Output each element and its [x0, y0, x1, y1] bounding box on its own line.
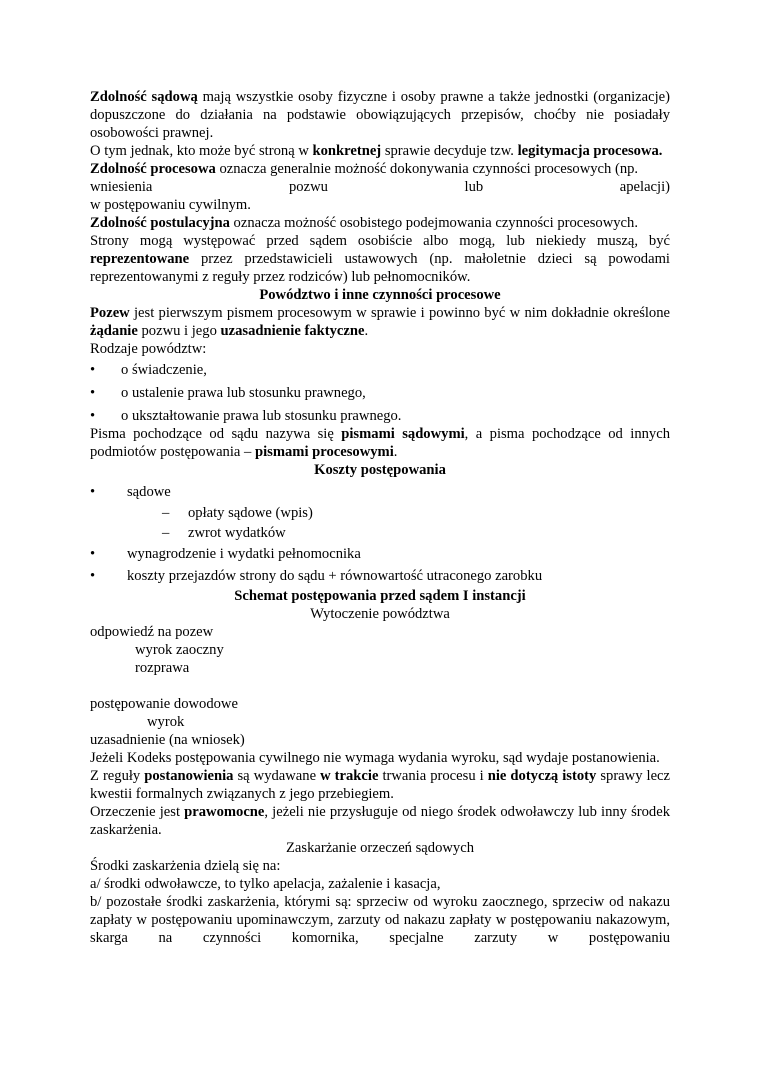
scheme-title: Wytoczenie powództwa [310, 606, 450, 622]
scheme-step: uzasadnienie (na wniosek) [90, 732, 245, 748]
paragraph-legitimacy [90, 142, 670, 160]
bullet-icon: • [90, 385, 96, 401]
list-item [90, 545, 670, 567]
paragraph-capacity [90, 88, 670, 142]
term: uzasadnienie faktyczne [220, 323, 365, 339]
list-item [90, 407, 670, 425]
paragraph-remedies-b: b/ pozostałe środki zaskarżenia, którymi są: sprzeciw od wyroku zaocznego, sprzeciw od nakazu zapłaty w postępowaniu upominawczym, zarzuty od nakazu zapłaty w postępowaniu nakazowym, skarga na czynności komornika, specjalne zarzuty w postępowaniu [90, 894, 670, 946]
line: wniesienia pozwu lub apelacji) [90, 179, 670, 195]
term: Pozew [90, 305, 130, 321]
bullet-icon: • [90, 568, 96, 584]
list-claim-types [90, 361, 670, 425]
text: , a pisma pochodzące od innych podmiotów postępowania – [90, 426, 670, 460]
term: Zdolność sądową [90, 89, 198, 105]
scheme-step: postępowanie dowodowe [90, 696, 238, 712]
list-item-text: wynagrodzenie i wydatki pełnomocnika [127, 546, 361, 562]
spacer [90, 677, 670, 695]
bullet-icon: • [90, 484, 96, 500]
bullet-icon: • [90, 362, 96, 378]
line: w postępowaniu cywilnym. [90, 197, 251, 213]
term: postanowienia [144, 768, 234, 784]
text: . [393, 444, 398, 460]
term: Zdolność procesowa [90, 161, 216, 177]
heading-appeals: Zaskarżanie orzeczeń sądowych [286, 840, 474, 856]
heading-scheme [90, 587, 670, 605]
list-item-text: o świadczenie, [121, 362, 207, 378]
paragraph-decisions: Jeżeli Kodeks postępowania cywilnego nie wymaga wydania wyroku, sąd wydaje postanowienia. [90, 750, 660, 766]
heading-claims [90, 286, 670, 304]
paragraph-postulation [90, 214, 670, 232]
paragraph-final-judgment [90, 803, 670, 839]
text: sprawie decyduje tzw. [381, 143, 518, 159]
term: pismami procesowymi [254, 444, 394, 460]
text: są wydawane [233, 768, 321, 784]
term: nie dotyczą istoty [487, 768, 597, 784]
term: prawomocne [184, 804, 265, 820]
document-body [90, 88, 670, 947]
scheme-step: odpowiedź na pozew [90, 624, 214, 640]
scheme-step: rozprawa [135, 660, 190, 676]
paragraph-representation [90, 232, 670, 286]
text: mają wszystkie osoby fizyczne i osoby prawne a także jednostki (organizacje) dopuszczone do działania na podstawie obowiązujących przepisów, choćby nie posiadały osobowości prawnej. [90, 89, 670, 141]
heading-text: Schemat postępowania przed sądem I instancji [234, 588, 526, 604]
term: Zdolność postulacyjna [90, 215, 230, 231]
term: w trakcie [320, 768, 379, 784]
bullet-icon: • [90, 408, 96, 424]
paragraph-rulings [90, 767, 670, 803]
sub-list-item [90, 504, 670, 524]
text: przez przedstawicieli ustawowych (np. małoletnie dzieci są powodami reprezentowanymi z reguły przez rodziców) lub pełnomocników. [90, 251, 670, 285]
list-item [90, 384, 670, 407]
list-item [90, 483, 670, 504]
paragraph-lawsuit [90, 304, 670, 340]
text: jest pierwszym pismem procesowym w sprawie i powinno być w nim dokładnie określone [129, 305, 670, 321]
list-item [90, 361, 670, 384]
list-item-text: o ustalenie prawa lub stosunku prawnego, [121, 385, 366, 401]
scheme [90, 605, 670, 749]
list-item-text: zwrot wydatków [188, 525, 286, 541]
list-item-text: koszty przejazdów strony do sądu + równowartość utraconego zarobku [127, 568, 543, 584]
text: Strony mogą występować przed sądem osobiście albo mogą, lub niekiedy muszą, być [90, 233, 670, 249]
scheme-step: wyrok [147, 714, 185, 730]
list-item-text: o ukształtowanie prawa lub stosunku prawnego. [121, 408, 402, 424]
dash-icon: – [162, 525, 170, 541]
line [90, 160, 670, 178]
paragraph-pleadings [90, 425, 670, 461]
heading-text: Koszty postępowania [314, 462, 446, 478]
list-item [90, 567, 670, 587]
paragraph-procedural-capacity [90, 160, 670, 214]
term: żądanie [90, 323, 138, 339]
bullet-icon: • [90, 546, 96, 562]
text: Orzeczenie jest [90, 804, 185, 820]
list-item-text: opłaty sądowe (wpis) [188, 505, 313, 521]
text: oznacza możność osobistego podejmowania czynności procesowych. [229, 215, 638, 231]
paragraph-remedies: Środki zaskarżenia dzielą się na: [90, 858, 281, 874]
paragraph-remedies-a: a/ środki odwoławcze, to tylko apelacja, zażalenie i kasacja, [90, 876, 441, 892]
text: O tym jednak, kto może być stroną w [90, 143, 313, 159]
sub-list-item [90, 524, 670, 545]
term: legitymacja procesowa. [517, 143, 663, 159]
term: konkretnej [312, 143, 382, 159]
text: oznacza generalnie możność dokonywania czynności procesowych (np. [215, 161, 639, 177]
text: . [364, 323, 369, 339]
text: sprawy lecz kwestii formalnych związanych z jego przebiegiem. [90, 768, 670, 802]
list-costs [90, 483, 670, 587]
dash-icon: – [162, 505, 170, 521]
text: trwania procesu i [378, 768, 488, 784]
paragraph-claim-types: Rodzaje powództw: [90, 341, 207, 357]
term: reprezentowane [90, 251, 190, 267]
heading-text: Powództwo i inne czynności procesowe [259, 287, 501, 303]
term: pismami sądowymi [341, 426, 465, 442]
text: Z reguły [90, 768, 145, 784]
text: Pisma pochodzące od sądu nazywa się [90, 426, 342, 442]
text: pozwu i jego [137, 323, 221, 339]
text: , jeżeli nie przysługuje od niego środek odwoławczy lub inny środek zaskarżenia. [90, 804, 670, 838]
list-item-text: sądowe [127, 484, 171, 500]
scheme-step: wyrok zaoczny [135, 642, 224, 658]
heading-costs [90, 461, 670, 479]
